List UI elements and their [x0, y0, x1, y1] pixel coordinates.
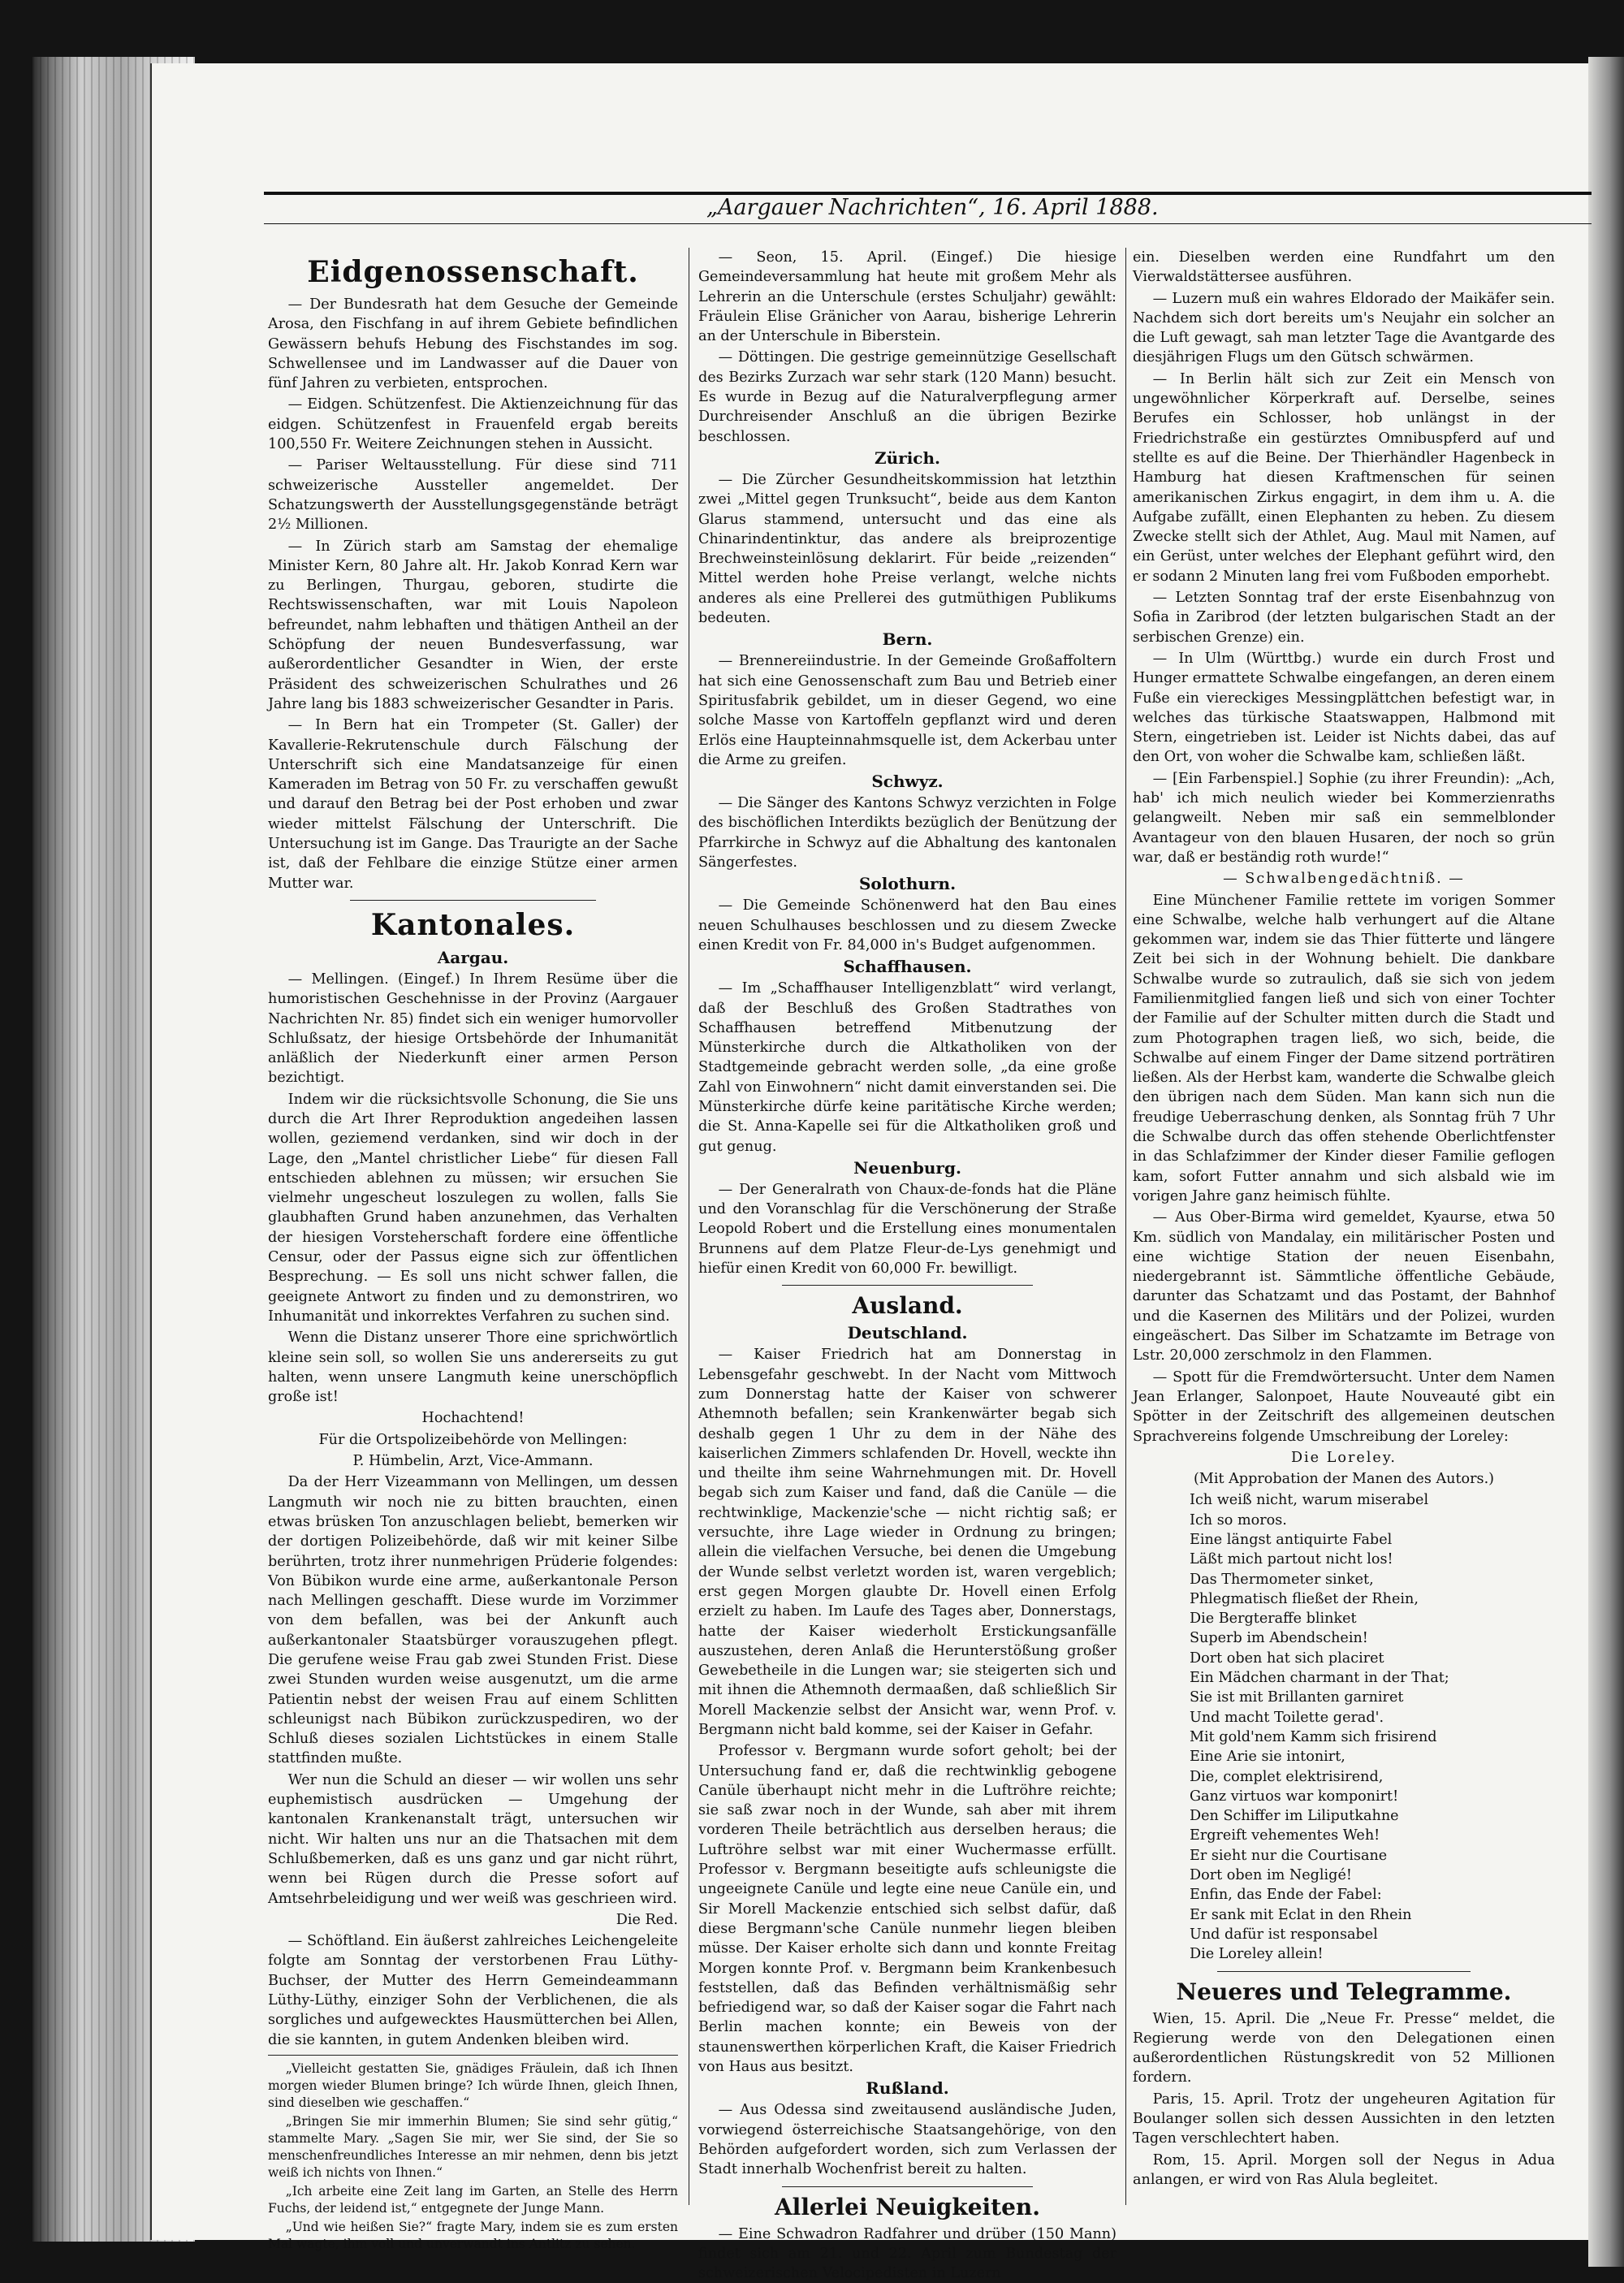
- telegram: Rom, 15. April. Morgen soll der Negus in Adua anlangen, er wird von Ras Alula begleitet.: [1133, 2151, 1555, 2188]
- column-3: [1133, 248, 1555, 2221]
- poem-line: Dort oben hat sich placiret: [1190, 1650, 1384, 1667]
- poem-title: Die Loreley.: [1290, 1449, 1397, 1466]
- article: — Eidgen. Schützenfest. Die Aktienzeichnung für das eidgen. Schützenfest in Frauenfeld ergab bereits 100,550 Fr. Weitere Zeichnungen stehen in Aussicht.: [268, 396, 678, 453]
- article: — Schöftland. Ein äußerst zahlreiches Leichengeleite folgte am Sonntag der verstorbenen Frau Lüthy-Buchser, der Mutter des Herrn Gemeindeammann Lüthy-Lüthy, einziger Sohn der Verblichenen, die als sorgliches und aufgewecktes Hausmütterchen bei Allen, die sie kannten, in gutem Andenken bleiben wird.: [268, 1933, 678, 2048]
- subsection-heading: Deutschland.: [847, 1323, 968, 1343]
- poem-line: Ein Mädchen charmant in der That;: [1190, 1670, 1449, 1687]
- divider: [782, 1285, 1033, 1286]
- poem-line: Ich so moros.: [1190, 1511, 1287, 1528]
- masthead: „Aargauer Nachrichten“, 16. April 1888.: [706, 195, 1159, 220]
- subsection-heading: Schwyz.: [871, 772, 944, 792]
- poem-line: Die Bergteraffe blinket: [1190, 1611, 1357, 1628]
- header-rule-thin: [264, 223, 1592, 224]
- subsection-heading: Solothurn.: [858, 874, 957, 894]
- poem-line: Und dafür ist responsabel: [1190, 1926, 1378, 1943]
- article: — Döttingen. Die gestrige gemeinnützige Gesellschaft des Bezirks Zurzach war sehr stark (120 Mann) besucht. Es wurde in Bezug auf die Naturalverpflegung armer Durchreisender Anschluß an die übrigen Bezirke beschlossen.: [698, 349, 1116, 445]
- feuilleton-text: „Vielleicht gestatten Sie, gnädiges Fräulein, daß ich Ihnen morgen wieder Blumen bringe? Ich würde Ihnen, gleich Ihnen, sind dieselben wie geschaffen.“: [268, 2060, 678, 2110]
- article: — Spott für die Fremdwörtersucht. Unter dem Namen Jean Erlanger, Salonpoet, Haute Nouveauté gibt ein Spötter in der Zeitschrift des allgemeinen deutschen Sprachvereins folgende Umschreibung der Loreley:: [1133, 1369, 1555, 1445]
- divider: [782, 2186, 1033, 2187]
- article: — Der Bundesrath hat dem Gesuche der Gemeinde Arosa, den Fischfang in auf ihrem Gebiete befindlichen Gewässern behufs Hebung des Fischstandes im sog. Schwellensee und im Landwasser auf die Dauer von fünf Jahren zu verbieten, entsprochen.: [268, 296, 678, 392]
- article: — In Berlin hält sich zur Zeit ein Mensch von ungewöhnlicher Körperkraft auf. Derselbe, seines Berufes ein Schlosser, hob unlängst in der Friedrichstraße ein gestürztes Omnibuspferd auf und stellte es auf die Beine. Der Thierhändler Hagenbeck in Hamburg hat diesen Kraftmenschen für seinen amerikanischen Zirkus engagirt, in dem ihm u. A. die Aufgabe zufällt, einen Elephanten zu heben. Zu diesem Zwecke stellt sich der Athlet, Aug. Maul mit Namen, auf ein Gerüst, unter welches der Elephant geführt wird, den er sodann 2 Minuten lang frei vom Fußboden emporhebt.: [1133, 370, 1555, 585]
- article: Indem wir die rücksichtsvolle Schonung, die Sie uns durch die Art Ihrer Reproduktion angedeihen lassen wollen, geziemend verdanken, sind wir doch in der Lage, den „Mantel christlicher Liebe“ für diesen Fall entschieden ablehnen zu müssen; wir ersuchen Sie vielmehr ungescheut loszulegen zu wollen, falls Sie glaubhaften Grund haben anzunehmen, das Verhalten der hiesigen Vorsteherschaft fordere eine öffentliche Censur, oder der Passus eigne sich zur öffentlichen Besprechung. — Es soll uns nicht schwer fallen, die geeignete Antwort zu finden und zu demonstriren, wo Inhumanität und inkorrektes Verfahren zu suchen sind.: [268, 1091, 678, 1325]
- section-heading: Eidgenossenschaft.: [307, 255, 639, 289]
- subsection-heading: Schaffhausen.: [843, 957, 972, 977]
- article: Wer nun die Schuld an dieser — wir wollen uns sehr euphemistisch ausdrücken — Umgehung der kantonalen Krankenanstalt trägt, untersuchen wir nicht. Wir halten uns nur an die Thatsachen mit dem Schlußbemerken, daß es uns ganz und gar nicht rührt, wenn bei Rügen durch die Presse sofort auf Amtsehrbeleidigung und wer weiß was geschrieen wird.: [268, 1771, 678, 1907]
- column-2: [698, 248, 1116, 2282]
- poem-line: Die, complet elektrisirend,: [1190, 1768, 1384, 1785]
- article: Eine Münchener Familie rettete im vorigen Sommer eine Schwalbe, welche halb verhungert auf die Altane gekommen war, indem sie das Thier fütterte und längere Zeit bei sich in der Wohnung behielt. Die dankbare Schwalbe wurde so zutraulich, daß sie sich von jedem Familienmitglied fangen ließ und sich von einer Tochter der Familie auf der Schulter mitten durch die Stadt und zum Photographen tragen ließ, wo sich, beide, die Schwalbe auf einem Finger der Dame sitzend porträtiren ließen. Als der Herbst kam, wanderte die Schwalbe gleich den übrigen nach dem Süden. Man kann sich nun die freudige Ueberraschung denken, als Sonntag früh 7 Uhr die Schwalbe durch das offen stehende Oberlichtfenster in das Schlafzimmer der Kinder dieser Familie geflogen kam, sofort Futter annahm und sich alsbald wie im vorigen Jahre ganz heimisch fühlte.: [1133, 892, 1555, 1204]
- poem-line: Er sank mit Eclat in den Rhein: [1190, 1906, 1412, 1923]
- section-heading: Kantonales.: [370, 907, 576, 942]
- section-heading: Allerlei Neuigkeiten.: [774, 2193, 1041, 2220]
- article: — Luzern muß ein wahres Eldorado der Maikäfer sein. Nachdem sich dort bereits um's Neujahr ein solcher an die Luft gewagt, sah man letzter Tage die Avantgarde des diesjährigen Flugs um den Gütsch schwärmen.: [1133, 290, 1555, 366]
- subsection-heading: Neuenburg.: [853, 1157, 961, 1178]
- signature: P. Hümbelin, Arzt, Vice-Ammann.: [352, 1453, 594, 1470]
- poem-line: Und macht Toilette gerad'.: [1190, 1709, 1384, 1726]
- poem-line: Superb im Abendschein!: [1190, 1630, 1368, 1647]
- poem-line: Die Loreley allein!: [1190, 1946, 1324, 1963]
- page-edge: [1588, 57, 1624, 2267]
- article: ein. Dieselben werden eine Rundfahrt um den Vierwaldstättersee ausführen.: [1133, 249, 1555, 286]
- article: — Der Generalrath von Chaux-de-fonds hat die Pläne und den Voranschlag für die Verschönerung der Straße Leopold Robert und die Erstellung eines monumentalen Brunnens auf dem Platze Fleur-de-Lys genehmigt und hiefür einen Kredit von 60,000 Fr. bewilligt.: [698, 1181, 1116, 1278]
- article: — Aus Odessa sind zweitausend ausländische Juden, vorwiegend österreichische Staatsangehörige, von den Behörden aufgefordert worden, sich zum Verlassen der Stadt innerhalb Wochenfrist bereit zu halten.: [698, 2102, 1116, 2178]
- article: — Kaiser Friedrich hat am Donnerstag in Lebensgefahr geschwebt. In der Nacht vom Mittwoch zum Donnerstag hatte der Kaiser von schwerer Athemnoth befallen; sein Krankenwärter begab sich deshalb gegen 1 Uhr zu dem in der Nähe des kaiserlichen Zimmers schlafenden Dr. Hovell, weckte ihn und theilte ihm seine Wahrnehmungen mit. Dr. Hovell begab sich zum Kaiser und fand, daß die Canüle — die rechtwinklige, Mackenzie'sche — nicht richtig saß; er versuchte, ihre Lage wieder in Ordnung zu bringen; allein die vielfachen Versuche, bei denen die Umgebung der Wunde selbst verletzt worden ist, waren vergeblich; erst gegen Morgen glaubte Dr. Hovell einen Erfolg erzielt zu haben. Im Laufe des Tages aber, Donnerstags, hatte der Kaiser wiederholt Erstickungsanfälle auszustehen, deren Anlaß die Herunterstößung großer Gewebetheile in die Lungen war; sie steigerten sich und mit ihnen die Athemnoth dermaaßen, daß schließlich Sir Morell Mackenzie selbst der Ansicht war, wenn Prof. v. Bergmann nicht bald komme, sei der Kaiser in Gefahr.: [698, 1347, 1116, 1738]
- poem-line: Ganz virtuos war komponirt!: [1190, 1788, 1399, 1805]
- poem-line: Er sieht nur die Courtisane: [1190, 1847, 1388, 1864]
- article: — Mellingen. (Eingef.) In Ihrem Resüme über die humoristischen Geschehnisse in der Provinz (Aargauer Nachrichten Nr. 85) findet sich ein weniger humorvoller Schlußsatz, der hiesige Ortsbehörde der Inhumanität anläßlich der Niederkunft einer armen Person bezichtigt.: [268, 971, 678, 1087]
- poem-line: Phlegmatisch fließet der Rhein,: [1190, 1590, 1419, 1607]
- article: — Aus Ober-Birma wird gemeldet, Kyaurse, etwa 50 Km. südlich von Mandalay, ein militärischer Posten und eine wichtige Station der neuen Eisenbahn, niedergebrannt ist. Sämmtliche öffentliche Gebäude, darunter das Schatzamt und das Postamt, der Bahnhof und die Kasernen des Militärs und der Polizei, wurden eingeäschert. Das Silber im Schatzamte im Betrage von Lstr. 20,000 zerschmolz in den Flammen.: [1133, 1209, 1555, 1364]
- feuilleton-rule: [268, 2055, 678, 2056]
- divider: [350, 900, 596, 901]
- signature: Für die Ortspolizeibehörde von Mellingen:: [318, 1431, 628, 1448]
- article: — Brennereiindustrie. In der Gemeinde Großaffoltern hat sich eine Genossenschaft zum Bau und Betrieb einer Spiritusfabrik gebildet, um in dieser Gegend, wo eine solche Masse von Kartoffeln gepflanzt wird und deren Erlös eine Haupteinnahmsquelle ist, dem Ackerbau unter die Arme zu greifen.: [698, 653, 1116, 768]
- article: — In Ulm (Württbg.) wurde ein durch Frost und Hunger ermattete Schwalbe eingefangen, an deren einem Fuße ein viereckiges Messingplättchen befestigt war, in welches das türkische Staatswappen, Halbmond mit Stern, eingetrieben ist. Leider ist Nichts dabei, das auf den Ort, von woher die Schwalbe kam, schließen läßt.: [1133, 650, 1555, 766]
- column-divider: [1125, 248, 1126, 2205]
- article: — Im „Schaffhauser Intelligenzblatt“ wird verlangt, daß der Beschluß des Großen Stadtrathes von Schaffhausen betreffend Mitbenutzung der Münsterkirche durch die Altkatholiken von der Stadtgemeinde gebracht werden solle, „da eine große Zahl von Einwohnern“ nicht damit einverstanden sei. Die Münsterkirche dürfe keine paritätische Kirche werden; die St. Anna-Kapelle sei für die Altkatholiken groß und gut genug.: [698, 980, 1116, 1155]
- divider: [1217, 1971, 1471, 1972]
- article: Da der Herr Vizeammann von Mellingen, um dessen Langmuth wir noch nie zu bitten brauchten, einen etwas brüsken Ton anzuschlagen beliebt, bemerken wir der dortigen Polizeibehörde, daß wir mit keiner Silbe berührten, trotz ihrer nunmehrigen Prüderie folgendes: Von Bübikon wurde eine arme, außerkantonale Person nach Mellingen geschafft. Diese wurde im Vorzimmer von dem befallen, was bei der Ankunft auch außerkantonaler Staatsbürger vorauszugehen pflegt. Die gerufene weise Frau gab zwei Stunden Frist. Diese zwei Stunden wurden weise ausgenutzt, um die arme Patientin nebst der weisen Frau auf einem Schlitten schleunigst nach Bübikon zurückzuspediren, wo der Schluß dieses sozialen Lichtstückes in einem Stalle stattfinden mußte.: [268, 1474, 678, 1767]
- article: — Pariser Weltausstellung. Für diese sind 711 schweizerische Aussteller angemeldet. Der Schatzungswerth der Ausstellungsgegenstände beträgt 2½ Millionen.: [268, 457, 678, 534]
- article-title: — Schwalbengedächtniß. —: [1223, 871, 1465, 888]
- poem-line: Dort oben im Negligé!: [1190, 1867, 1352, 1884]
- article: — In Zürich starb am Samstag der ehemalige Minister Kern, 80 Jahre alt. Hr. Jakob Konrad Kern war zu Berlingen, Thurgau, geboren, studirte die Rechtswissenschaften, war mit Louis Napoleon befreundet, nahm lebhaften und thätigen Antheil an der Schöpfung der neuen Bundesverfassung, war außerordentlicher Gesandter in Wien, der erste Präsident des schweizerischen Schulrathes und 26 Jahre lang bis 1883 schweizerischer Gesandter in Paris.: [268, 538, 678, 712]
- article: — [Ein Farbenspiel.] Sophie (zu ihrer Freundin): „Ach, hab' ich mich neulich wieder bei Kommerzienraths gelangweilt. Neben mir saß ein semmelblonder Avantageur von den blauen Husaren, der noch so grün war, daß er beständig roth wurde!“: [1133, 770, 1555, 866]
- poem-line: Mit gold'nem Kamm sich frisirend: [1190, 1728, 1437, 1745]
- poem-line: Den Schiffer im Liliputkahne: [1190, 1808, 1399, 1825]
- poem-line: Ergreift vehementes Weh!: [1190, 1827, 1380, 1844]
- subsection-heading: Rußland.: [866, 2078, 949, 2099]
- article: — Die Sänger des Kantons Schwyz verzichten in Folge des bischöflichen Interdikts bezüglich der Benützung der Pfarrkirche in Schwyz auf die Abhaltung des kantonalen Sängerfestes.: [698, 795, 1116, 871]
- poem-subtitle: (Mit Approbation der Manen des Autors.): [1193, 1471, 1495, 1488]
- feuilleton-text: „Ich arbeite eine Zeit lang im Garten, an Stelle des Herrn Fuchs, der leidend ist,“ entgegnete der Junge Mann.: [268, 2183, 678, 2216]
- article: — In Bern hat ein Trompeter (St. Galler) der Kavallerie-Rekrutenschule durch Fälschung der Unterschrift sich eine Mandatsanzeige für einen Kameraden im Betrag von 50 Fr. zu verschaffen gewußt und darauf den Betrag bei der Post erhoben und zwar wieder mittelst Fälschung der Unterschrift. Die Untersuchung ist im Gange. Das Traurigte an der Sache ist, daß der Fehlbare die einzige Stütze einer armen Mutter war.: [268, 717, 678, 892]
- telegram: Wien, 15. April. Die „Neue Fr. Presse“ meldet, die Regierung werde von den Delegationen einen außerordentlichen Rüstungskredit von 52 Millionen fordern.: [1133, 2010, 1555, 2086]
- feuilleton-text: „Und wie heißen Sie?“ fragte Mary, indem sie es zum ersten Mal wagte, ihm voll und unverwandt ins Antlitz zu sehen.: [268, 2219, 678, 2251]
- article: — Letzten Sonntag traf der erste Eisenbahnzug von Sofia in Zaribrod (der letzten bulgarischen Stadt an der serbischen Grenze) ein.: [1133, 590, 1555, 646]
- section-heading: Neueres und Telegramme.: [1176, 1978, 1512, 2005]
- article: — Die Zürcher Gesundheitskommission hat letzthin zwei „Mittel gegen Trunksucht“, beide aus dem Kanton Glarus stammend, untersucht und das eine als Chinarindentinktur, das andere als breiprozentige Brechweinsteinlösung deklarirt. Für beide „reizenden“ Mittel werden hohe Preise verlangt, welche nichts anderes als eine Prellerei des gutmüthigen Publikums bedeuten.: [698, 471, 1116, 627]
- telegram: Paris, 15. April. Trotz der ungeheuren Agitation für Boulanger sollen sich dessen Aussichten in den letzten Tagen verschlechtert haben.: [1133, 2091, 1555, 2147]
- poem-line: Eine Arie sie intonirt,: [1190, 1749, 1345, 1766]
- article: — Eine Schwadron Radfahrer und drüber (150 Mann) findet sich am 21. und 22. April zum Bundestag der schweizerischen Velocipedisten in Luzern: [698, 2225, 1116, 2282]
- poem-line: Eine längst antiquirte Fabel: [1190, 1532, 1393, 1548]
- article: — Seon, 15. April. (Eingef.) Die hiesige Gemeindeversammlung hat heute mit großem Mehr als Lehrerin an die Unterschule (erstes Schuljahr) gewählt: Fräulein Elise Gränicher von Aarau, bisherige Lehrerin an der Unterschule in Biberstein.: [698, 249, 1116, 345]
- poem-line: Sie ist mit Brillanten garniret: [1190, 1689, 1404, 1706]
- feuilleton-text: „Bringen Sie mir immerhin Blumen; Sie sind sehr gütig,“ stammelte Mary. „Sagen Sie mir, wer Sie sind, der Sie so menschenfreundliches Interesse an mir nehmen, denn bis jetzt weiß ich nichts von Ihnen.“: [268, 2113, 678, 2180]
- signature: Hochachtend!: [421, 1410, 525, 1427]
- subsection-heading: Bern.: [882, 629, 933, 650]
- article: — Die Gemeinde Schönenwerd hat den Bau eines neuen Schulhauses beschlossen und zu diesem Zwecke einen Kredit von Fr. 84,000 in's Budget aufgenommen.: [698, 897, 1116, 953]
- article: Professor v. Bergmann wurde sofort geholt; bei der Untersuchung fand er, daß die rechtwinklig gebogene Canüle überhaupt nicht mehr in die Luftröhre reichte; sie saß zwar noch in der Wunde, sah aber mit ihrem vorderen Theile beträchtlich aus derselben heraus; die Luftröhre selbst war mit einer Wuchermasse erfüllt. Professor v. Bergmann beseitigte aufs schleunigste die ungeeignete Canüle und legte eine neue Canüle ein, und Sir Morell Mackenzie entschied sich selbst dafür, daß diese Bergmann'sche Canüle nunmehr liegen bleiben müsse. Der Kaiser erholte sich dann und konnte Freitag Morgen konnte Prof. v. Bergmann beim Krankenbesuch feststellen, daß das Befinden verhältnismäßig sehr befriedigend war, so daß der Kaiser sogar die Fahrt nach Berlin machen konnte; ein Beweis von der staunenswerthen körperlichen Kraft, die Kaiser Friedrich von Haus aus besitzt.: [698, 1743, 1116, 2076]
- editor-sign: Die Red.: [615, 1911, 678, 1928]
- article: Wenn die Distanz unserer Thore eine sprichwörtlich kleine sein soll, so wollen Sie uns andererseits zu gut halten, wenn unsere Langmuth keine unerschöpflich große ist!: [268, 1330, 678, 1406]
- poem-line: Das Thermometer sinket,: [1190, 1571, 1374, 1588]
- section-heading: Ausland.: [852, 1292, 963, 1320]
- poem-line: Läßt mich partout nicht los!: [1190, 1551, 1393, 1568]
- poem-line: Enfin, das Ende der Fabel:: [1190, 1887, 1382, 1904]
- column-1: [268, 248, 678, 2251]
- subsection-heading: Zürich.: [875, 448, 940, 468]
- poem: [1133, 1490, 1555, 1964]
- subsection-heading: Aargau.: [437, 947, 509, 967]
- poem-line: Ich weiß nicht, warum miserabel: [1190, 1492, 1429, 1509]
